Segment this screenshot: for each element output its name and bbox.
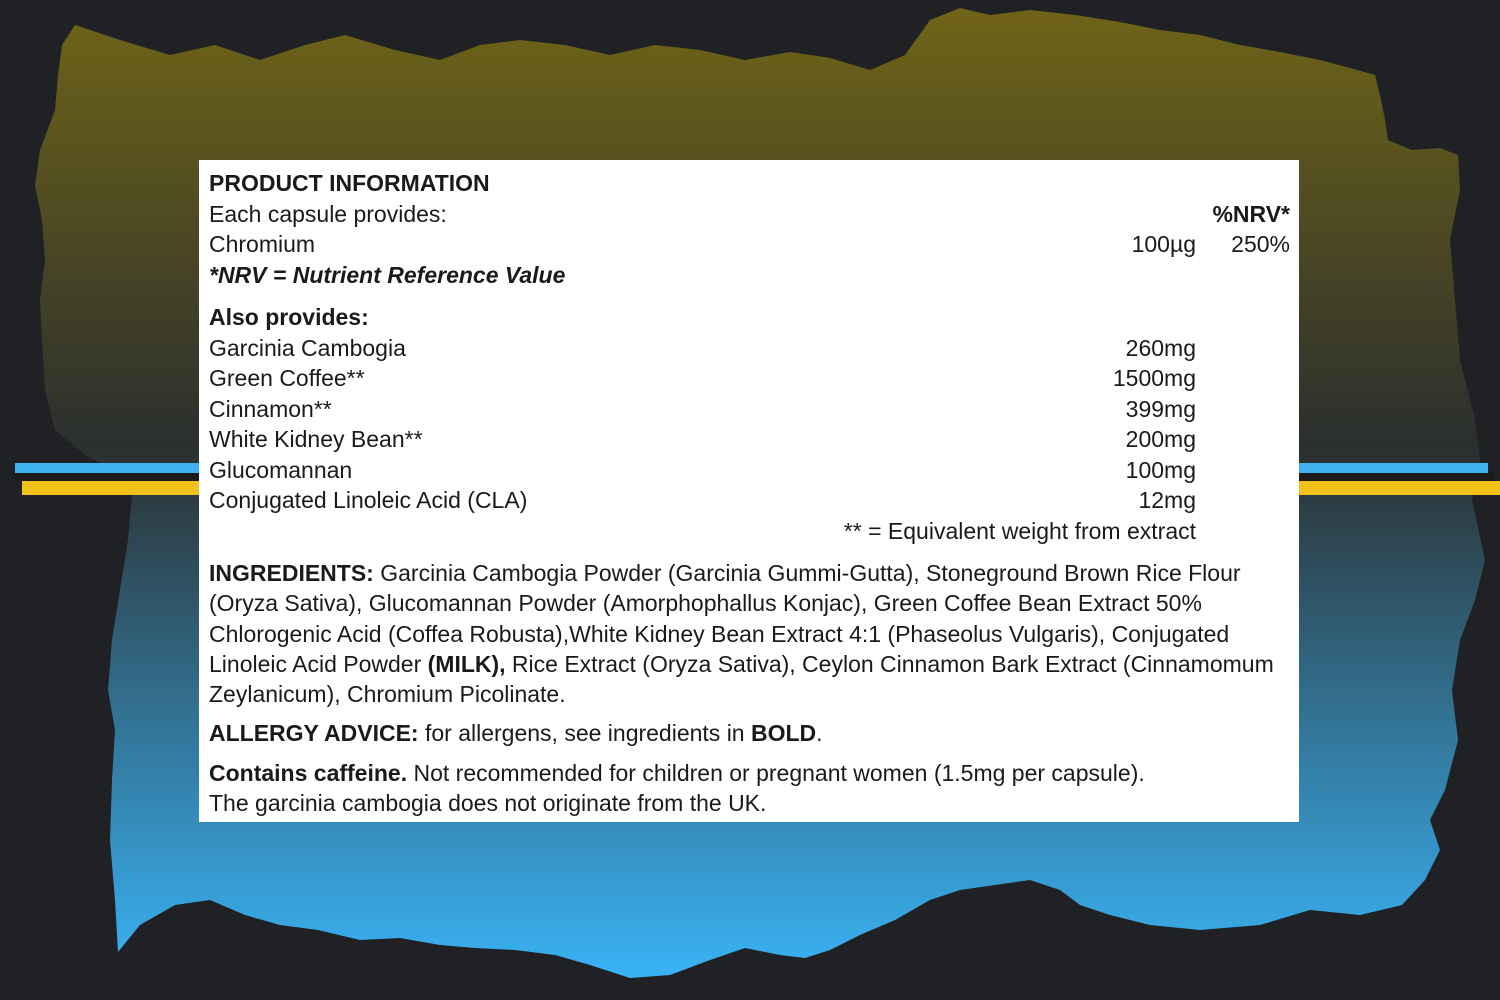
allergy-bold-word: BOLD (751, 720, 817, 747)
caffeine-heading: Contains caffeine. (209, 759, 408, 786)
extra-amount: 100mg (1125, 456, 1196, 483)
extra-row (209, 363, 1299, 394)
extra-amount: 399mg (1125, 395, 1196, 422)
nrv-header: %NRV* (1212, 200, 1290, 227)
stripe-yellow-left (22, 481, 215, 495)
extra-name: White Kidney Bean** (209, 426, 423, 452)
also-provides-heading: Also provides: (209, 304, 369, 330)
extra-row (209, 485, 1299, 516)
each-capsule-text: Each capsule provides: (209, 200, 447, 227)
caffeine-warning (209, 758, 1294, 788)
extra-name: Cinnamon** (209, 395, 332, 422)
stripe-blue-left (15, 463, 215, 473)
allergy-heading: ALLERGY ADVICE: (209, 720, 419, 747)
ingredients-paragraph (209, 558, 1294, 709)
chromium-nrv: 250% (1231, 231, 1290, 257)
allergy-advice (209, 718, 1294, 748)
extra-row (209, 455, 1299, 486)
stripe-dark-right (1290, 473, 1495, 481)
stripe-dark-left (15, 473, 215, 481)
extra-name: Garcinia Cambogia (209, 334, 406, 361)
extra-name: Green Coffee** (209, 365, 365, 391)
caffeine-text: Not recommended for children or pregnant women (1.5mg per capsule). (407, 759, 1145, 786)
extra-amount: 12mg (1138, 487, 1196, 513)
extra-amount: 200mg (1125, 426, 1196, 452)
stripe-yellow-right (1290, 481, 1500, 495)
stripe-blue-right (1290, 463, 1488, 473)
ingredients-text: Garcinia Cambogia Powder (Garcinia Gummi-Gutta), Stoneground Brown Rice Flour (Oryza Sativa), Glucomannan Powder (Amorphophallus Konjac), Green Coffee Bean Extract 50% Chlorogenic Acid (Coffea Robusta),White Kidney Bean Extract 4:1 (Phaseolus Vulgaris), Conjugated Linoleic Acid Powder (209, 560, 1241, 677)
extra-row (209, 424, 1299, 455)
extra-row (209, 394, 1299, 425)
nrv-footnote: *NRV = Nutrient Reference Value (209, 261, 566, 288)
allergen-milk: (MILK), (427, 650, 506, 677)
allergy-text: for allergens, see ingredients in (418, 720, 751, 747)
product-information-label (199, 160, 1299, 822)
extra-amount: 1500mg (1112, 365, 1196, 391)
equivalent-weight-note: ** = Equivalent weight from extract (843, 517, 1196, 544)
extra-name: Conjugated Linoleic Acid (CLA) (209, 487, 528, 513)
chromium-name: Chromium (209, 231, 316, 257)
extra-amount: 260mg (1125, 334, 1196, 361)
origin-statement: The garcinia cambogia does not originate from the UK. (209, 790, 767, 817)
label-title: PRODUCT INFORMATION (209, 170, 490, 196)
extra-name: Glucomannan (209, 456, 353, 483)
chromium-row (209, 229, 1299, 260)
ingredients-heading: INGREDIENTS: (209, 560, 374, 586)
allergy-end: . (816, 720, 823, 747)
chromium-amount: 100µg (1131, 231, 1196, 257)
ingredients-text-end: Rice Extract (Oryza Sativa), Ceylon Cinnamon Bark Extract (Cinnamomum Zeylanicum), Chromium Picolinate. (209, 650, 1274, 708)
extra-row (209, 333, 1299, 364)
each-capsule-row (209, 199, 1299, 230)
